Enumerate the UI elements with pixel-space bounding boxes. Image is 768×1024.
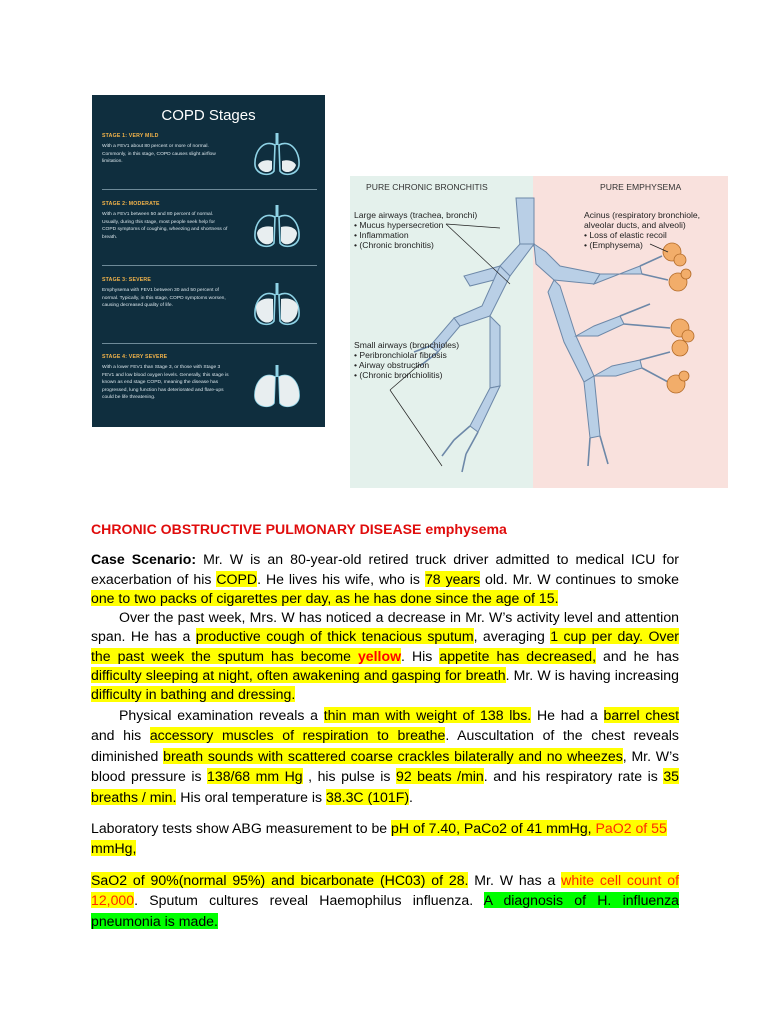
acinus-label: Acinus (respiratory bronchiole, alveolar ducts, and alveoli) • Loss of elastic recoil • (Emphysema) <box>584 210 701 250</box>
paragraph-exam: Physical examination reveals a thin man with weight of 138 lbs. He had a barrel chest and his accessory muscles of respiration to breathe. Auscultation of the chest reveals diminished breath sounds with scattered coarse crackles bilaterally and no wheezes, Mr. W’s blood pressure is 138/68 mm Hg , his pulse is 92 beats /min. and his respiratory rate is 35 breaths / min. His oral temperature is 38.3C (101F). <box>91 706 679 806</box>
large-airways-label: Large airways (trachea, bronchi) • Mucus hypersecretion • Inflammation • (Chronic bronchitis) <box>354 210 478 250</box>
case-text <box>91 520 679 932</box>
copd-stages-infographic <box>92 95 325 427</box>
stage-description: With a FEV1 about 80 percent or more of normal. Commonly, in this stage, COPD causes slight airflow limitation. <box>102 144 216 165</box>
stage-heading: STAGE 1: VERY MILD <box>102 133 159 139</box>
divider <box>102 343 317 344</box>
divider <box>102 189 317 190</box>
stage-heading: STAGE 4: VERY SEVERE <box>102 354 168 360</box>
paragraph-diagnosis: SaO2 of 90%(normal 95%) and bicarbonate (HC03) of 28. Mr. W has a white cell count of 12,000. Sputum cultures reveal Haemophilus influenza. A diagnosis of H. influenza pneumonia is made. <box>91 871 680 930</box>
lungs-icon <box>250 131 304 179</box>
stage-description: With a lower FEV1 than Stage 3, or those with Stage 3 FEV1 and low blood oxygen levels. Generally, this stage is known as end stage COPD, meaning the disease has progressed, lung function has deteriorated and flare-ups could be life threatening. <box>102 365 229 401</box>
lungs-icon <box>250 281 304 329</box>
bronchitis-title: PURE CHRONIC BRONCHITIS <box>366 182 488 192</box>
stage-description: Emphysema with FEV1 between 30 and 50 percent of normal. Typically, in this stage, COPD symptoms worsen, causing decreased quality of life. <box>102 288 226 309</box>
paragraph-labs: Laboratory tests show ABG measurement to be pH of 7.40, PaCo2 of 41 mmHg, PaO2 of 55 mmHg, <box>91 819 667 857</box>
stage-heading: STAGE 3: SEVERE <box>102 277 152 283</box>
stage-heading: STAGE 2: MODERATE <box>102 201 160 207</box>
lungs-icon <box>250 203 304 251</box>
infographic-title: COPD Stages <box>161 107 256 124</box>
small-airways-label: Small airways (bronchioles) • Peribronchiolar fibrosis • Airway obstruction • (Chronic bronchiolitis) <box>354 340 460 380</box>
paragraph-history: Over the past week, Mrs. W has noticed a decrease in Mr. W’s activity level and attention span. He has a productive cough of thick tenacious sputum, averaging 1 cup per day. Over the past week the sputum has become yellow. His appetite has decreased, and he has difficulty sleeping at night, often awakening and gasping for breath. Mr. W is having increasing difficulty in bathing and dressing. <box>91 609 680 703</box>
paragraph-case-scenario: Case Scenario: Mr. W is an 80-year-old retired truck driver admitted to medical ICU for exacerbation of his COPD. He lives his wife, who is 78 years old. Mr. W continues to smoke one to two packs of cigarettes per day, as he has done since the age of 15. <box>91 551 679 606</box>
stage-description: With a FEV1 between 50 and 80 percent of normal. Usually, during this stage, most people seek help for COPD symptoms of coughing, wheezing and shortness of breath. <box>102 212 228 240</box>
emphysema-title: PURE EMPHYSEMA <box>600 182 682 192</box>
bronchitis-emphysema-diagram <box>350 176 728 488</box>
divider <box>102 265 317 266</box>
lungs-icon <box>250 363 304 411</box>
document-heading: CHRONIC OBSTRUCTIVE PULMONARY DISEASE emphysema <box>91 521 507 537</box>
